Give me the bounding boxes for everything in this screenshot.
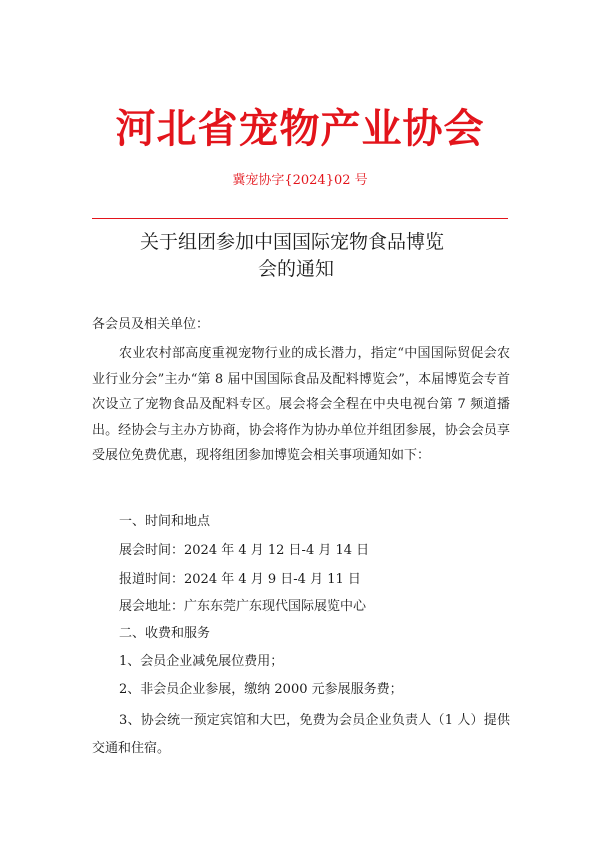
notice-title-line-2: 会的通知: [258, 258, 335, 280]
registration-time: 报道时间：2024 年 4 月 9 日-4 月 11 日: [119, 572, 361, 587]
service-item-3: 3、协会统一预定宾馆和大巴，免费为会员企业负责人（1 人）提供交通和住宿。: [92, 713, 510, 756]
exhibition-venue: 展会地址：广东东莞广东现代国际展览中心: [119, 599, 367, 614]
service-item-1: 1、会员企业减免展位费用；: [119, 654, 284, 669]
organization-title: 河北省宠物产业协会: [115, 105, 485, 152]
section-1-heading: 一、时间和地点: [119, 514, 211, 529]
exhibition-time: 展会时间：2024 年 4 月 12 日-4 月 14 日: [119, 543, 370, 558]
salutation: 各会员及相关单位：: [92, 317, 210, 332]
notice-title-line-1: 关于组团参加中国国际宠物食品博览: [140, 231, 445, 253]
notice-title: [140, 229, 520, 283]
document-number: 冀宠协字{2024}02 号: [232, 173, 368, 188]
service-item-2: 2、非会员企业参展，缴纳 2000 元参展服务费；: [119, 682, 403, 697]
red-header-divider: [92, 218, 508, 219]
section-2-heading: 二、收费和服务: [119, 626, 211, 641]
intro-paragraph: 农业农村部高度重视宠物行业的成长潜力，指定“中国国际贸促会农业行业分会”主办“第 8 届中国国际食品及配料博览会”，本届博览会专首次设立了宠物食品及配料专区。展会将会全程在中央电视台第 7 频道播出。经协会与主办方协商，协会将作为协办单位并组团参展，协会会员享受展位免费优惠，现将组团参加博览会相关事项通知如下：: [92, 346, 510, 464]
